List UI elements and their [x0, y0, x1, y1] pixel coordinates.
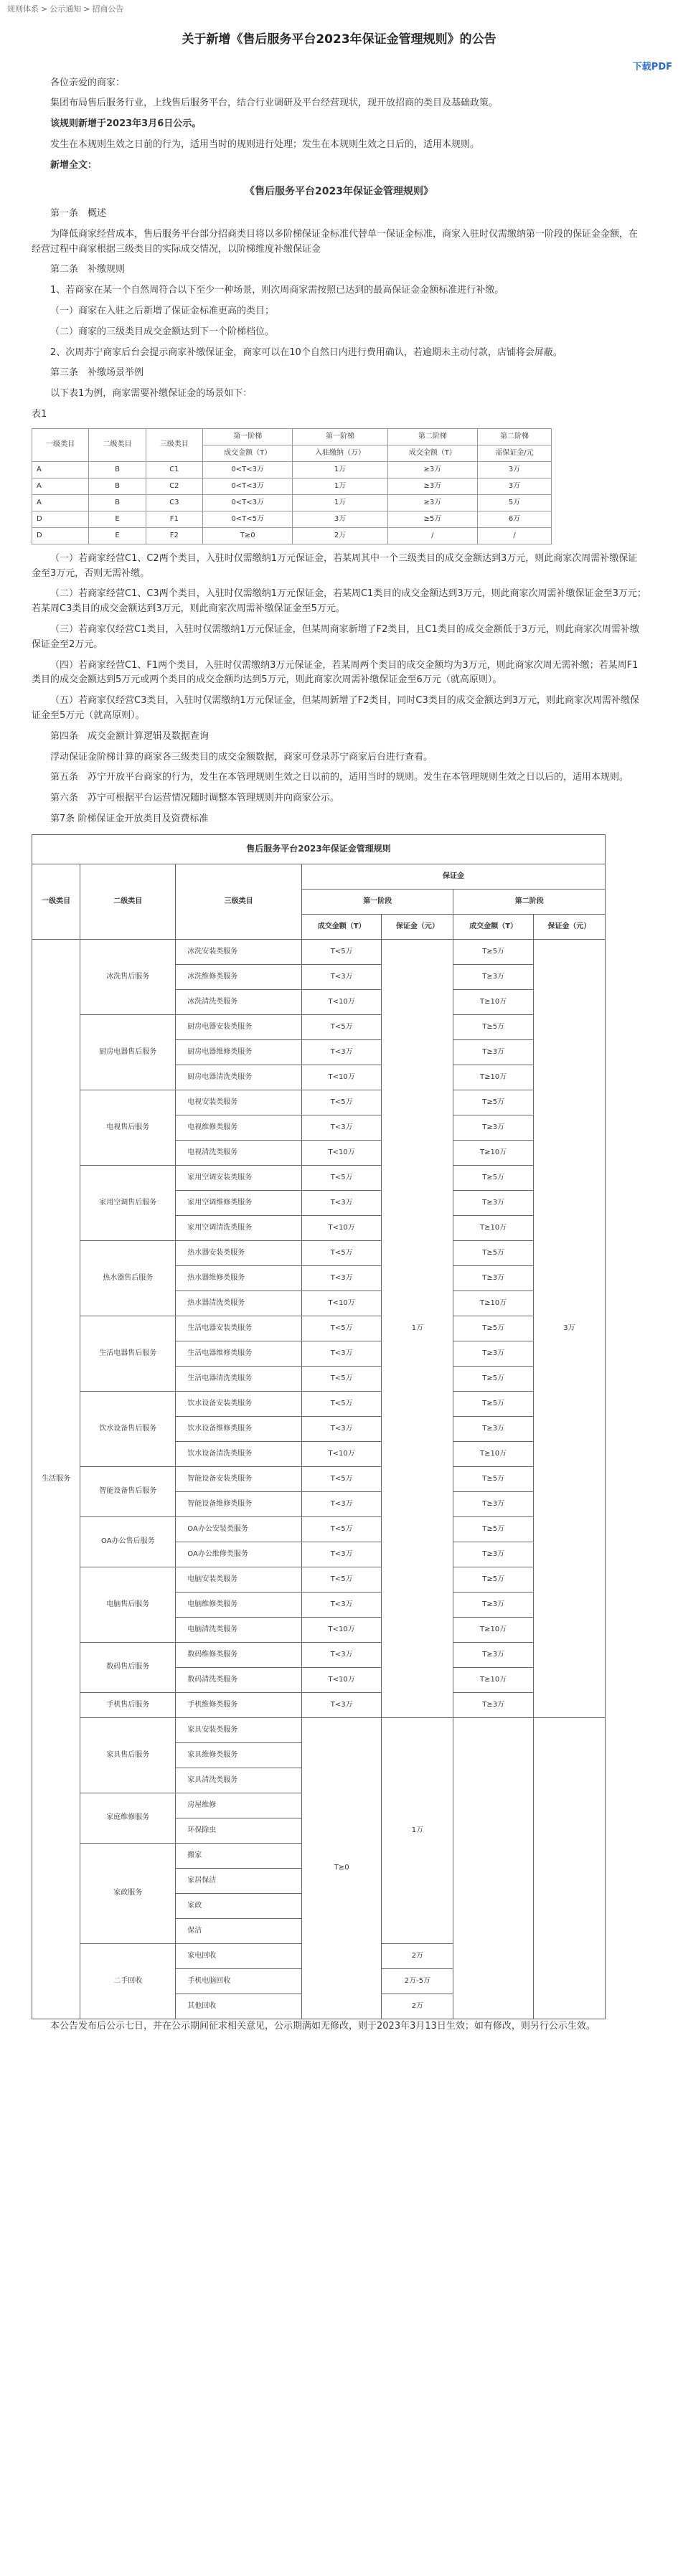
table-cell: / [387, 527, 477, 544]
fee-cell-stage2-amount: T≥10万 [453, 1291, 533, 1316]
notice-date: 该规则新增于2023年3月6日公示。 [50, 118, 202, 130]
fee-cell-stage2-amount: T≥5万 [453, 939, 533, 964]
fee-cell-stage1-amount: T<5万 [301, 1316, 381, 1341]
table-row [32, 461, 552, 478]
table-header: 一级类目 [32, 428, 89, 461]
fee-cell-stage1-amount: T<10万 [301, 1617, 381, 1642]
table-row [32, 1090, 606, 1115]
fee-cell-stage1-deposit: 2万 [382, 1943, 453, 1968]
table-row [32, 1642, 606, 1667]
fee-cell-stage1-deposit: 1万 [382, 939, 453, 1717]
fee-cell-stage1-amount: T<5万 [301, 1366, 381, 1391]
fee-cell-stage2-amount: T≥3万 [453, 1341, 533, 1366]
fee-cell-stage1-amount: T<3万 [301, 1341, 381, 1366]
article-1-body: 为降低商家经营成本，售后服务平台部分招商类目将以多阶梯保证金标准代替单一保证金标准，商家入驻时仅需缴纳第一阶段的保证金金额，在经营过程中商家根据三级类目的实际成交情况，以阶梯维度补缴保证金 [32, 228, 639, 255]
table-cell: ≥3万 [387, 461, 477, 478]
fee-cell-stage1-amount: T<10万 [301, 1667, 381, 1692]
table-header: 第二阶梯 [478, 428, 552, 445]
fee-cell-stage1-amount: T<5万 [301, 1165, 381, 1190]
table-cell: A [32, 478, 89, 494]
table-1-caption: 表1 [32, 408, 47, 420]
table-row [32, 1692, 606, 1717]
table-row [32, 939, 606, 964]
table-header: 第一阶梯 [203, 428, 293, 445]
table-cell: 0<T<3万 [203, 478, 293, 494]
breadcrumb: 规则体系 > 公示通知 > 招商公告 [7, 4, 124, 14]
article-2-item-2: 2、次周苏宁商家后台会提示商家补缴保证金，商家可以在10个自然日内进行费用确认，若逾期未主动付款，店铺将会屏蔽。 [50, 346, 562, 358]
table-row [32, 1014, 606, 1039]
fee-cell-level2: 家政服务 [80, 1843, 176, 1943]
fee-cell-stage1-deposit: 2万 [382, 1994, 453, 2019]
table-cell: ≥3万 [387, 478, 477, 494]
fee-cell-stage1-amount: T<10万 [301, 1140, 381, 1165]
fee-cell-stage2-amount: T≥5万 [453, 1391, 533, 1416]
fee-cell-level3: 饮水设备安装类服务 [176, 1391, 302, 1416]
fee-cell-level2: 饮水设备售后服务 [80, 1391, 176, 1466]
fee-cell-stage1-amount: T<5万 [301, 1567, 381, 1592]
fee-cell-level3: 家具维修类服务 [176, 1742, 302, 1768]
fee-cell-level2: 手机售后服务 [80, 1692, 176, 1717]
article-2-item-1a: （一）商家在入驻之后新增了保证金标准更高的类目； [50, 305, 275, 316]
fee-cell-level3: 热水器安装类服务 [176, 1240, 302, 1265]
fee-cell-level3: 智能设备安装类服务 [176, 1466, 302, 1491]
table-row [32, 478, 552, 494]
fee-cell-level3: 电视维修类服务 [176, 1115, 302, 1140]
fee-cell-level3: 生活电器安装类服务 [176, 1316, 302, 1341]
intro-paragraph: 集团布局售后服务行业，上线售后服务平台，结合行业调研及平台经营现状，现开放招商的类目及基础政策。 [50, 98, 499, 109]
fee-cell-stage1-amount: T<3万 [301, 1265, 381, 1291]
fee-cell-level2: 厨房电器售后服务 [80, 1014, 176, 1090]
table-row [32, 1466, 606, 1491]
fee-cell-stage2-amount: T≥5万 [453, 1366, 533, 1391]
fee-cell-stage2-amount: T≥3万 [453, 1542, 533, 1567]
fee-cell-level3: 饮水设备清洗类服务 [176, 1441, 302, 1466]
fee-cell-level3: 电脑清洗类服务 [176, 1617, 302, 1642]
table-row [32, 1717, 606, 1742]
fee-header-stage1: 第一阶段 [301, 889, 453, 914]
article-3-heading: 第三条 补缴场景举例 [50, 367, 144, 379]
table-cell: D [32, 527, 89, 544]
fee-cell-level1: 生活服务 [32, 939, 80, 2019]
fee-cell-stage2-amount: T≥10万 [453, 1065, 533, 1090]
table-cell: E [89, 527, 146, 544]
fee-cell-stage2-deposit: 3万 [533, 939, 605, 1717]
fee-cell-level2: 智能设备售后服务 [80, 1466, 176, 1516]
page-title: 关于新增《售后服务平台2023年保证金管理规则》的公告 [182, 32, 496, 47]
fee-cell-level3: 电视安装类服务 [176, 1090, 302, 1115]
table-cell: / [478, 527, 552, 544]
fee-cell-stage1-amount: T<5万 [301, 1090, 381, 1115]
fee-cell-level3: 厨房电器维修类服务 [176, 1039, 302, 1065]
table-cell: F2 [146, 527, 202, 544]
fee-cell-level2: 家用空调售后服务 [80, 1165, 176, 1240]
fee-cell-level3: 家用空调安装类服务 [176, 1165, 302, 1190]
article-2-item-1b: （二）商家的三级类目成交金额达到下一个阶梯档位。 [50, 326, 275, 337]
fee-cell-stage2-amount: T≥5万 [453, 1516, 533, 1542]
fee-cell-level2: 电脑售后服务 [80, 1567, 176, 1642]
fee-cell-level3: 手机维修类服务 [176, 1692, 302, 1717]
fee-cell-level3: 饮水设备维修类服务 [176, 1416, 302, 1441]
fee-cell-stage2-amount: T≥3万 [453, 1592, 533, 1617]
fee-cell-level3: 厨房电器清洗类服务 [176, 1065, 302, 1090]
fee-header-yuan: 保证金（元） [382, 914, 453, 939]
article-2-heading: 第二条 补缴规则 [50, 264, 126, 275]
fee-cell-stage2-amount: T≥5万 [453, 1240, 533, 1265]
fee-cell-stage2-amount: T≥10万 [453, 1441, 533, 1466]
fee-cell-stage1-amount: T<3万 [301, 1592, 381, 1617]
table-row [32, 1391, 606, 1416]
table-cell: 5万 [478, 494, 552, 511]
fee-cell-stage2-amount: T≥3万 [453, 1265, 533, 1291]
fee-cell-stage1-amount: T<5万 [301, 939, 381, 964]
fee-cell-stage1-amount: T<10万 [301, 1065, 381, 1090]
fee-cell-stage1-amount: T<3万 [301, 964, 381, 989]
table-cell: 0<T<5万 [203, 511, 293, 527]
article-7: 第7条 阶梯保证金开放类目及资费标准 [50, 813, 209, 824]
fee-header-stage2: 第二阶段 [453, 889, 606, 914]
table-header: 第二阶梯 [387, 428, 477, 445]
example-3: （三）若商家仅经营C1类目，入驻时仅需缴纳1万元保证金，但某周商家新增了F2类目，且C1类目的成交金额低于3万元，则此商家次周需补缴保证金至2万元。 [32, 623, 639, 650]
table-row [32, 1240, 606, 1265]
effect-note: 发生在本规则生效之日前的行为，适用当时的规则进行处理；发生在本规则生效之日后的，适用本规则。 [50, 138, 480, 150]
fee-header-level3: 三级类目 [176, 864, 302, 939]
table-row [32, 511, 552, 527]
table-row [32, 1567, 606, 1592]
table-row [32, 1165, 606, 1190]
table-cell: A [32, 461, 89, 478]
fee-cell-stage2-empty [453, 1717, 533, 2019]
fee-cell-level2: OA办公售后服务 [80, 1516, 176, 1567]
table-cell: ≥5万 [387, 511, 477, 527]
breadcrumb-link-notices[interactable]: 公示通知 [50, 4, 82, 14]
fee-cell-level2: 热水器售后服务 [80, 1240, 176, 1316]
fee-cell-stage1-amount: T<3万 [301, 1416, 381, 1441]
table-cell: 2万 [293, 527, 387, 544]
fee-cell-level3: 电视清洗类服务 [176, 1140, 302, 1165]
download-pdf-link[interactable]: 下载PDF [632, 61, 672, 72]
table-cell: B [89, 461, 146, 478]
table-header: 三级类目 [146, 428, 202, 461]
breadcrumb-current: 招商公告 [92, 4, 124, 14]
fee-cell-stage1-deposit: 2万-5万 [382, 1968, 453, 1994]
fee-cell-level2: 数码售后服务 [80, 1642, 176, 1692]
table-cell: F1 [146, 511, 202, 527]
fee-cell-stage2-amount: T≥3万 [453, 1115, 533, 1140]
table-cell: C1 [146, 461, 202, 478]
fee-cell-level3: 电脑安装类服务 [176, 1567, 302, 1592]
fee-cell-level2: 生活电器售后服务 [80, 1316, 176, 1391]
fee-cell-level3: 冰洗清洗类服务 [176, 989, 302, 1014]
fee-cell-stage2-amount: T≥3万 [453, 1190, 533, 1215]
table-row [32, 1316, 606, 1341]
table-cell: C3 [146, 494, 202, 511]
fee-cell-level3: 冰洗维修类服务 [176, 964, 302, 989]
article-4-body: 浮动保证金阶梯计算的商家各三级类目的成交金额数据，商家可登录苏宁商家后台进行查看。 [50, 751, 433, 763]
fee-cell-stage1-amount: T<10万 [301, 1441, 381, 1466]
table-cell: 3万 [478, 461, 552, 478]
fee-header-deposit: 保证金 [301, 864, 605, 889]
article-3-intro: 以下表1为例，商家需要补缴保证金的场景如下： [50, 388, 253, 400]
table-cell: B [89, 478, 146, 494]
article-1-heading: 第一条 概述 [50, 207, 107, 219]
fee-cell-stage2-amount: T≥3万 [453, 1039, 533, 1065]
table-row [32, 494, 552, 511]
fee-cell-stage2-amount: T≥5万 [453, 1014, 533, 1039]
fee-cell-stage1-amount: T<10万 [301, 1291, 381, 1316]
table-cell: 1万 [293, 494, 387, 511]
table-header: 二级类目 [89, 428, 146, 461]
fee-cell-level2: 电视售后服务 [80, 1090, 176, 1165]
fee-cell-stage1-amount: T<5万 [301, 1466, 381, 1491]
fee-cell-stage1-amount: T<3万 [301, 1542, 381, 1567]
fee-cell-stage1-amount: T<5万 [301, 1391, 381, 1416]
fee-cell-level3: 数码维修类服务 [176, 1642, 302, 1667]
table-subheader: 需保证金/元 [478, 445, 552, 461]
table-cell: 1万 [293, 478, 387, 494]
example-1: （一）若商家经营C1、C2两个类目，入驻时仅需缴纳1万元保证金，若某周其中一个三级类目的成交金额达到3万元，则此商家次周需补缴保证金至3万元，否则无需补缴。 [32, 552, 638, 579]
fee-cell-stage2-amount: T≥5万 [453, 1316, 533, 1341]
fee-cell-stage2-amount: T≥5万 [453, 1466, 533, 1491]
example-table [32, 428, 552, 544]
fee-cell-level3: 厨房电器安装类服务 [176, 1014, 302, 1039]
fee-cell-level3: 家用空调维修类服务 [176, 1190, 302, 1215]
fee-cell-stage2-amount: T≥10万 [453, 1215, 533, 1240]
fee-cell-stage1-amount: T<10万 [301, 1215, 381, 1240]
fee-cell-level3: 热水器维修类服务 [176, 1265, 302, 1291]
fee-cell-stage2-amount: T≥10万 [453, 989, 533, 1014]
fee-cell-level3: 智能设备维修类服务 [176, 1491, 302, 1516]
example-2: （二）若商家经营C1、C3两个类目，入驻时仅需缴纳1万元保证金，若某周C1类目的成交金额达到3万元，则此商家次周需补缴保证金至3万元；若某周C3类目的成交金额达到3万元，则此商家次周需补缴保证金至5万元。 [32, 588, 646, 615]
table-row [32, 1516, 606, 1542]
fee-cell-level2: 家具售后服务 [80, 1717, 176, 1793]
table-cell: D [32, 511, 89, 527]
table-cell: ≥3万 [387, 494, 477, 511]
fee-cell-level3: 冰洗安装类服务 [176, 939, 302, 964]
fee-cell-level3: 生活电器维修类服务 [176, 1341, 302, 1366]
full-text-label: 新增全文： [50, 159, 98, 171]
fee-header-yuan: 保证金（元） [533, 914, 605, 939]
fee-cell-stage2-amount: T≥10万 [453, 1617, 533, 1642]
fee-cell-stage1-amount: T<3万 [301, 1115, 381, 1140]
table-cell: 3万 [478, 478, 552, 494]
fee-cell-level3: 手机电脑回收 [176, 1968, 302, 1994]
table-cell: 6万 [478, 511, 552, 527]
table-header: 第一阶梯 [293, 428, 387, 445]
fee-cell-stage1-amount: T<5万 [301, 1240, 381, 1265]
table-cell: C2 [146, 478, 202, 494]
fee-cell-stage1-amount: T<5万 [301, 1516, 381, 1542]
fee-cell-level3: OA办公维修类服务 [176, 1542, 302, 1567]
fee-cell-stage2-empty [533, 1717, 605, 2019]
table-cell: A [32, 494, 89, 511]
fee-cell-stage2-amount: T≥3万 [453, 1642, 533, 1667]
document-title: 《售后服务平台2023年保证金管理规则》 [245, 185, 433, 197]
fee-cell-level3: 家具清洗类服务 [176, 1768, 302, 1793]
fee-cell-stage1-amount: T<3万 [301, 1491, 381, 1516]
fee-cell-stage1-amount: T<10万 [301, 989, 381, 1014]
fee-table-title: 售后服务平台2023年保证金管理规则 [32, 834, 606, 864]
fee-cell-level3: 搬家 [176, 1843, 302, 1868]
table-cell: 0<T<3万 [203, 461, 293, 478]
fee-cell-level2: 家庭维修服务 [80, 1793, 176, 1843]
fee-cell-stage2-amount: T≥3万 [453, 964, 533, 989]
fee-cell-level3: 电脑维修类服务 [176, 1592, 302, 1617]
footer-note: 本公告发布后公示七日，并在公示期间征求相关意见，公示期满如无修改，则于2023年3月13日生效；如有修改，则另行公示生效。 [50, 2020, 595, 2032]
example-4: （四）若商家经营C1、F1两个类目，入驻时仅需缴纳3万元保证金，若某周两个类目的成交金额均为3万元，则此商家次周无需补缴；若某周F1类目的成交金额达到5万元或两个类目的成交金额均达到5万元，则此商家次周需补缴保证金至6万元（就高原则）。 [32, 659, 639, 686]
table-subheader: 入驻缴纳（万） [293, 445, 387, 461]
fee-cell-stage2-amount: T≥10万 [453, 1140, 533, 1165]
fee-cell-stage2-amount: T≥5万 [453, 1165, 533, 1190]
fee-cell-stage2-amount: T≥3万 [453, 1416, 533, 1441]
article-6: 第六条 苏宁可根据平台运营情况随时调整本管理规则并向商家公示。 [50, 793, 340, 804]
fee-standard-table [32, 834, 606, 2019]
table-subheader: 成交金额（T） [387, 445, 477, 461]
fee-cell-stage2-amount: T≥5万 [453, 1567, 533, 1592]
fee-header-level2: 二级类目 [80, 864, 176, 939]
table-subheader: 成交金额（T） [203, 445, 293, 461]
table-cell: B [89, 494, 146, 511]
fee-cell-stage1-amount: T<3万 [301, 1692, 381, 1717]
fee-cell-stage1-amount: T<3万 [301, 1642, 381, 1667]
article-5: 第五条 苏宁开放平台商家的行为，发生在本管理规则生效之日以前的，适用当时的规则。发生在本管理规则生效之日以后的，适用本规则。 [50, 772, 629, 783]
greeting: 各位亲爱的商家： [50, 77, 126, 88]
fee-cell-stage1-amount: T<3万 [301, 1190, 381, 1215]
article-4-heading: 第四条 成交金额计算逻辑及数据查询 [50, 730, 209, 742]
fee-cell-level3: 生活电器清洗类服务 [176, 1366, 302, 1391]
fee-cell-stage2-amount: T≥3万 [453, 1692, 533, 1717]
table-row [32, 527, 552, 544]
fee-cell-stage1-deposit: 1万 [382, 1717, 453, 1943]
table-cell: 3万 [293, 511, 387, 527]
fee-cell-level3: 家政 [176, 1893, 302, 1918]
fee-cell-level2: 二手回收 [80, 1943, 176, 2019]
fee-cell-level3: 热水器清洗类服务 [176, 1291, 302, 1316]
breadcrumb-link-rules[interactable]: 规则体系 [7, 4, 39, 14]
fee-cell-stage1-amount: T<5万 [301, 1014, 381, 1039]
fee-cell-stage1-amount: T≥0 [301, 1717, 381, 2019]
fee-header-amount: 成交金额（T） [301, 914, 381, 939]
fee-cell-level2: 冰洗售后服务 [80, 939, 176, 1014]
fee-header-amount: 成交金额（T） [453, 914, 533, 939]
fee-header-level1: 一级类目 [32, 864, 80, 939]
announcement-body [0, 55, 678, 2034]
table-cell: 0<T<3万 [203, 494, 293, 511]
table-cell: 1万 [293, 461, 387, 478]
table-cell: T≥0 [203, 527, 293, 544]
fee-cell-level3: 家居保洁 [176, 1868, 302, 1893]
fee-cell-level3: OA办公安装类服务 [176, 1516, 302, 1542]
fee-cell-level3: 保洁 [176, 1918, 302, 1943]
fee-cell-level3: 环保除虫 [176, 1818, 302, 1843]
article-2-item-1: 1、若商家在某一个自然周符合以下至少一种场景，则次周商家需按照已达到的最高保证金金额标准进行补缴。 [50, 285, 504, 296]
fee-cell-stage1-amount: T<3万 [301, 1039, 381, 1065]
table-cell: E [89, 511, 146, 527]
fee-cell-level3: 家电回收 [176, 1943, 302, 1968]
fee-cell-level3: 家具安装类服务 [176, 1717, 302, 1742]
fee-cell-level3: 房屋维修 [176, 1793, 302, 1818]
fee-cell-stage2-amount: T≥3万 [453, 1491, 533, 1516]
fee-cell-level3: 家用空调清洗类服务 [176, 1215, 302, 1240]
fee-cell-stage2-amount: T≥10万 [453, 1667, 533, 1692]
fee-cell-level3: 数码清洗类服务 [176, 1667, 302, 1692]
fee-cell-level3: 其他回收 [176, 1994, 302, 2019]
example-5: （五）若商家仅经营C3类目，入驻时仅需缴纳1万元保证金，但某周新增了F2类目，同时C3类目的成交金额达到3万元，则此商家次周需补缴保证金至5万元（就高原则）。 [32, 695, 639, 721]
fee-cell-stage2-amount: T≥5万 [453, 1090, 533, 1115]
